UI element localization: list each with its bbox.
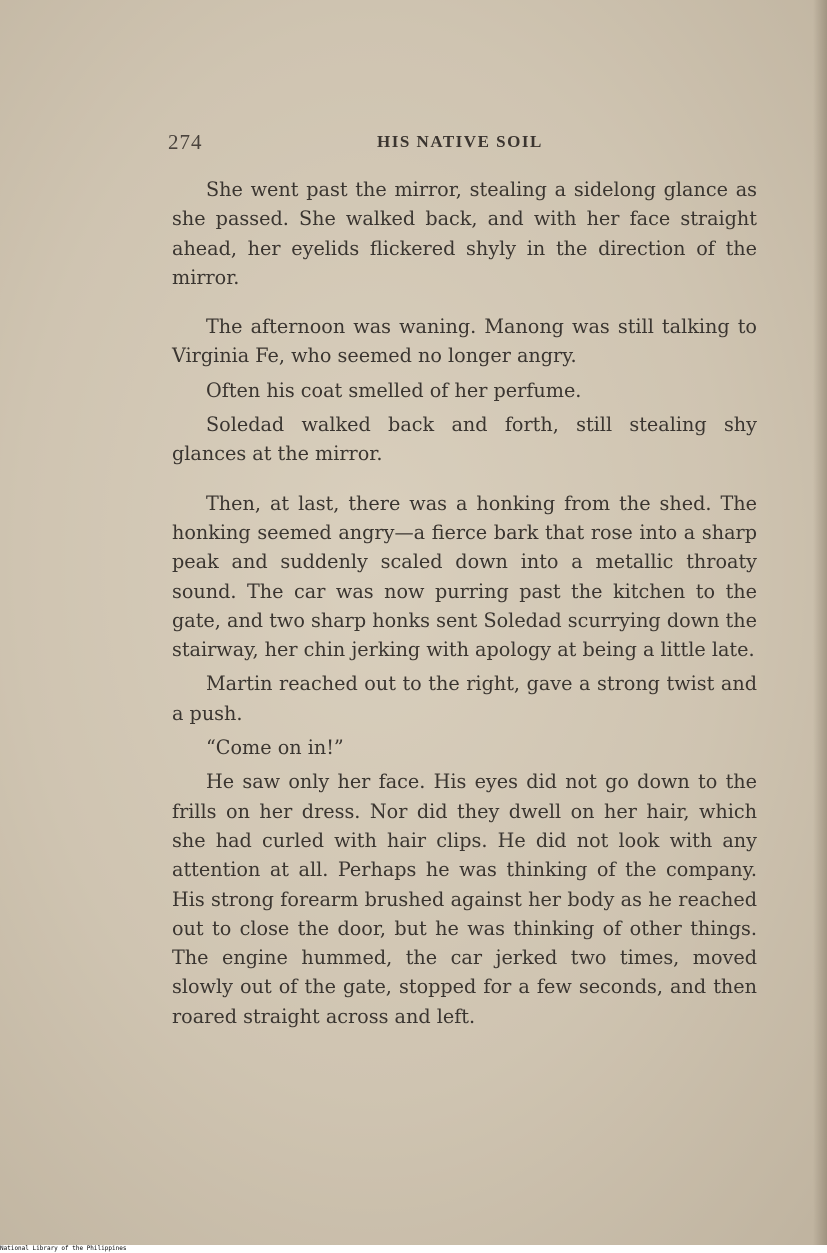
paragraph: Martin reached out to the right, gave a strong twist and a push. — [172, 672, 757, 725]
paragraph: The afternoon was waning. Manong was still talking to Virginia Fe, who seemed no longer angry. — [172, 315, 757, 368]
library-attribution: National Library of the Philippines — [0, 1245, 827, 1253]
running-head: HIS NATIVE SOIL — [377, 132, 543, 151]
paragraph: He saw only her face. His eyes did not go down to the frills on her dress. Nor did they dwell on her hair, which she had curled with hair clips. He did not look with any attention at all. Perhaps he was thinking of the company. His strong forearm brushed against her body as he reached out to close the door, but he was thinking of other things. The engine hummed, the car jerked two times, moved slowly out of the gate, stopped for a few seconds, and then roared straight across and left. — [172, 770, 757, 1028]
paragraph: “Come on in!” — [206, 736, 344, 760]
page-edge-shadow — [813, 0, 827, 1245]
paragraph: Soledad walked back and forth, still stealing shy glances at the mirror. — [172, 413, 757, 466]
paragraph: She went past the mirror, stealing a sidelong glance as she passed. She walked back, and with her face straight ahead, her eyelids flickered shyly in the direction of the mirror. — [172, 178, 757, 289]
paragraph: Often his coat smelled of her perfume. — [206, 378, 582, 402]
page-number: 274 — [168, 130, 203, 154]
body-text — [172, 175, 757, 1031]
page-header — [0, 130, 827, 160]
paragraph: Then, at last, there was a honking from the shed. The honking seemed angry—a fierce bark that rose into a sharp peak and suddenly scaled down into a metallic throaty sound. The car was now purring past the kitchen to the gate, and two sharp honks sent Soledad scurrying down the stairway, her chin jerking with apology at being a little late. — [172, 491, 757, 662]
